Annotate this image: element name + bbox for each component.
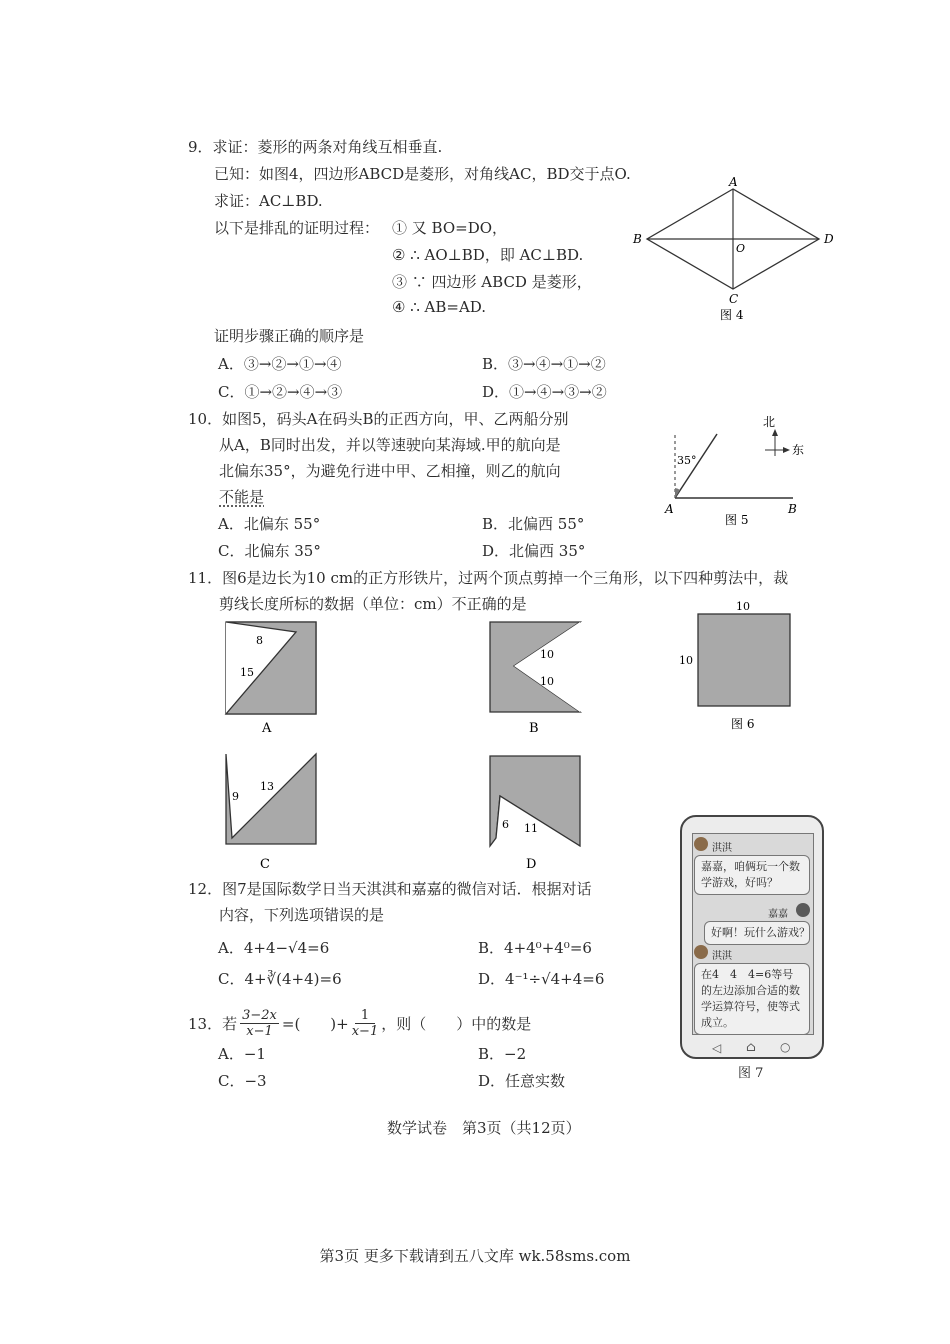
- fig4-label-o: O: [736, 242, 746, 255]
- q10-option-b: B．北偏西 55°: [482, 515, 585, 533]
- q13-denominator: x−1: [246, 1024, 273, 1039]
- fig4-label-c: C: [729, 292, 739, 306]
- chat-message-3: 在4 4 4=6等号的左边添加合适的数学运算符号，使等式成立。: [694, 963, 810, 1035]
- fig4-label-a: A: [729, 175, 738, 189]
- fig4-label-d: D: [824, 232, 834, 246]
- avatar-jiajia: [796, 903, 810, 917]
- q9-step-2: ② ∴ AO⊥BD，即 AC⊥BD.: [392, 246, 584, 264]
- fig11a-len-15: 15: [240, 666, 254, 679]
- fig11c-len-9: 9: [232, 790, 239, 803]
- q10-line-1: 10．如图5，码头A在码头B的正西方向，甲、乙两船分别: [188, 410, 569, 428]
- fig11b-len-bottom: 10: [540, 675, 554, 688]
- q12-option-a: A．4+4−√4=6: [218, 939, 330, 957]
- figure-6-square: [673, 598, 813, 738]
- q9-option-c: C．①→②→④→③: [218, 383, 343, 401]
- q11-line-2: 剪线长度所标的数据（单位：cm）不正确的是: [219, 595, 527, 613]
- figure-11b: [484, 618, 594, 738]
- q9-step-3: ③ ∵ 四边形 ABCD 是菱形，: [392, 273, 592, 291]
- q9-ask: 证明步骤正确的顺序是: [214, 327, 365, 345]
- avatar-qiqi-1: [694, 837, 708, 851]
- q13-numerator-2: 1: [355, 1008, 375, 1024]
- figure-5-bearing: [655, 410, 815, 535]
- q13-suffix: ，则（ ）中的数是: [381, 1015, 532, 1033]
- home-icon: ⌂: [746, 1040, 756, 1055]
- q13-option-c: C．−3: [218, 1072, 267, 1090]
- figure-11c: [218, 748, 328, 876]
- q13-prefix: 13．若: [188, 1015, 238, 1033]
- fig5-east: 东: [792, 443, 805, 457]
- figure-7-phone: [680, 815, 824, 1059]
- q12-line-2: 内容，下列选项错误的是: [219, 906, 385, 924]
- q12-line-1: 12．图7是国际数学日当天淇淇和嘉嘉的微信对话．根据对话: [188, 880, 592, 898]
- q13-denominator-2: x−1: [351, 1024, 379, 1039]
- figure-11d: [484, 752, 594, 876]
- q10-line-2: 从A，B同时出发，并以等速驶向某海域.甲的航向是: [219, 436, 561, 454]
- fig7-caption: 图 7: [738, 1066, 764, 1081]
- fig11d-label: D: [526, 857, 537, 872]
- q12-option-d: D．4⁻¹÷√4+4=6: [478, 970, 605, 988]
- menu-circle-icon: ○: [780, 1040, 791, 1054]
- fig11d-len-11: 11: [524, 822, 538, 835]
- q13-option-a: A．−1: [218, 1045, 266, 1063]
- q13-numerator: 3−2x: [242, 1008, 277, 1023]
- q10-option-a: A．北偏东 55°: [218, 515, 321, 533]
- q13-stem: [188, 1008, 531, 1039]
- q9-intro: 以下是排乱的证明过程：: [214, 219, 380, 237]
- q13-middle: =( )+: [281, 1015, 349, 1033]
- fig5-label-b: B: [788, 502, 797, 516]
- chat-name-2: 嘉嘉: [768, 909, 788, 920]
- figure-4-rhombus: [625, 175, 850, 325]
- fig11c-len-13: 13: [260, 780, 274, 793]
- q9-stem: 9．求证：菱形的两条对角线互相垂直.: [188, 138, 443, 156]
- q10-option-d: D．北偏西 35°: [482, 542, 586, 560]
- fig11d-len-6: 6: [502, 818, 509, 831]
- chat-name-3: 淇淇: [712, 951, 732, 962]
- fig11a-len-8: 8: [256, 634, 263, 647]
- q10-line-4: 不能是: [219, 488, 265, 506]
- fig6-caption: 图 6: [731, 717, 755, 731]
- fig5-angle-35: 35°: [677, 454, 697, 467]
- fig11a-label: A: [262, 721, 272, 736]
- figure-11a: [218, 618, 328, 738]
- fig6-top-len: 10: [736, 600, 750, 613]
- q11-line-1: 11．图6是边长为10 cm的正方形铁片，过两个顶点剪掉一个三角形，以下四种剪法中，裁: [188, 569, 789, 587]
- q12-option-c: C．4+∛(4+4)=6: [218, 970, 342, 988]
- q10-option-c: C．北偏东 35°: [218, 542, 321, 560]
- chat-message-1: 嘉嘉，咱俩玩一个数学游戏，好吗？: [694, 855, 810, 895]
- q9-prove: 求证：AC⊥BD.: [214, 192, 323, 210]
- fig6-left-len: 10: [679, 654, 693, 667]
- fig11b-label: B: [529, 721, 539, 736]
- q9-given: 已知：如图4，四边形ABCD是菱形，对角线AC，BD交于点O.: [214, 165, 631, 183]
- back-icon: ◁: [712, 1041, 722, 1055]
- fig11c-label: C: [260, 857, 270, 872]
- q12-option-b: B．4+4⁰+4⁰=6: [478, 939, 592, 957]
- q13-option-d: D．任意实数: [478, 1072, 566, 1090]
- chat-message-2: 好啊！玩什么游戏？: [704, 921, 810, 945]
- fig5-north: 北: [763, 415, 776, 429]
- q13-option-b: B．−2: [478, 1045, 527, 1063]
- q9-option-d: D．①→④→③→②: [482, 383, 607, 401]
- q13-fraction-1: [240, 1008, 279, 1039]
- fig5-label-a: A: [665, 502, 674, 516]
- avatar-qiqi-2: [694, 945, 708, 959]
- fig4-label-b: B: [633, 232, 642, 246]
- q9-step-1: ① 又 BO=DO，: [392, 219, 508, 237]
- fig11b-len-top: 10: [540, 648, 554, 661]
- fig4-caption: 图 4: [720, 308, 744, 322]
- q10-line-3: 北偏东35°，为避免行进中甲、乙相撞，则乙的航向: [219, 462, 561, 480]
- chat-name-1: 淇淇: [712, 843, 732, 854]
- download-note: 第3页 更多下载请到五八文库 wk.58sms.com: [319, 1247, 631, 1265]
- q13-fraction-2: [352, 1008, 379, 1039]
- q9-option-a: A．③→②→①→④: [218, 355, 342, 373]
- fig5-caption: 图 5: [725, 513, 749, 527]
- q9-step-4: ④ ∴ AB=AD.: [392, 298, 487, 316]
- q9-option-b: B．③→④→①→②: [482, 355, 606, 373]
- page-footer: 数学试卷 第3页（共12页）: [387, 1119, 581, 1137]
